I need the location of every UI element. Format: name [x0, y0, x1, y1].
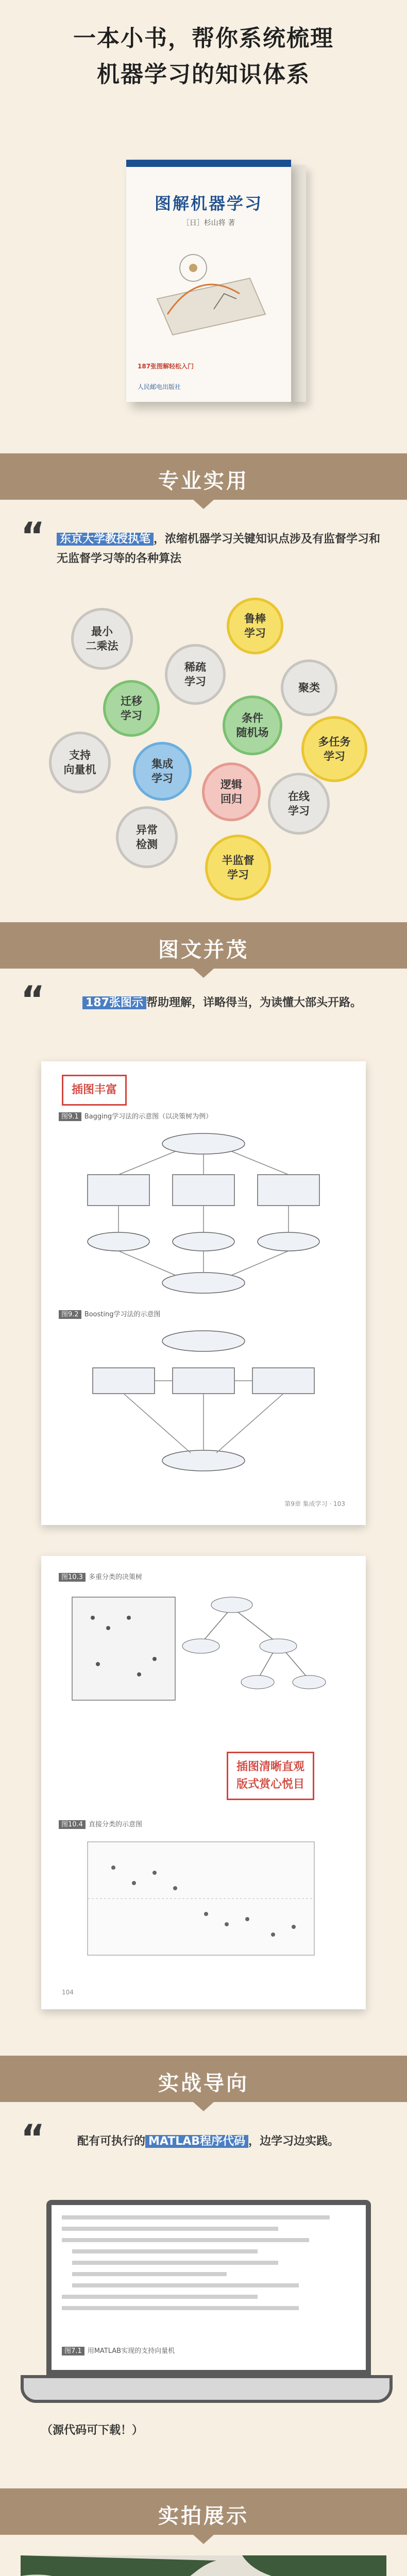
quote-body: 帮助理解，详略得当，为读懂大部头开路。	[146, 996, 362, 1009]
callout-rich-figures: 插图丰富	[62, 1075, 127, 1106]
quote-text	[77, 2132, 366, 2151]
callout-clear-style: 插图清晰直观 版式赏心悦目	[227, 1752, 314, 1800]
quote-illustrated	[21, 978, 386, 1041]
quote-practice	[21, 2116, 386, 2179]
bubble-multitask-learning: 多任务 学习	[301, 716, 367, 782]
section-title: 图文并茂	[158, 938, 249, 962]
quote-mark-icon: “	[21, 978, 45, 1021]
book-cover	[126, 160, 291, 402]
boosting-diagram	[72, 1327, 335, 1481]
section-header-illustrated	[0, 922, 407, 969]
book-title: 图解机器学习	[154, 194, 263, 213]
figure-caption: 图7.1 用MATLAB实现的支持向量机	[62, 2345, 175, 2355]
bubble-online-learning: 在线 学习	[268, 773, 330, 835]
quote-body: 配有可执行的	[77, 2135, 146, 2148]
quote-practical	[21, 514, 386, 587]
bubble-robust-learning: 鲁棒 学习	[227, 598, 283, 654]
quote-text	[57, 530, 386, 569]
book-publisher: 人民邮电出版社	[138, 383, 181, 391]
bubble-crf: 条件 随机场	[223, 696, 282, 755]
source-download-note: （源代码可下载！）	[41, 2424, 144, 2437]
quote-highlight: 187张图示	[82, 996, 146, 1009]
section-title: 实拍展示	[158, 2504, 249, 2528]
quote-body-2: ，边学习边实践。	[248, 2135, 340, 2148]
book-cover-illustration	[147, 237, 270, 350]
bubble-clustering: 聚类	[281, 659, 337, 716]
book-author: ［日］杉山将 著	[182, 219, 235, 227]
section-header-display	[0, 2488, 407, 2535]
page-header	[0, 0, 407, 129]
figure-caption: 图10.4 直接分类的示意图	[59, 1819, 142, 1828]
section-title: 实战导向	[158, 2072, 249, 2095]
quote-highlight: MATLAB程序代码	[145, 2135, 248, 2148]
book-spine	[289, 165, 306, 402]
bubble-svm: 支持 向量机	[49, 732, 111, 793]
quote-mark-icon: “	[21, 2116, 45, 2160]
bubble-transfer-learning: 迁移 学习	[103, 680, 160, 737]
bubble-logistic-regression: 逻辑 回归	[202, 762, 261, 821]
code-listing-illustration	[62, 2215, 350, 2339]
page-footer: 第9章 集成学习 · 103	[284, 1500, 345, 1507]
figure-caption: 图9.2 Boosting学习法的示意图	[59, 1309, 161, 1318]
sample-page-1	[41, 1061, 366, 1525]
book-top-bar	[126, 160, 291, 167]
figure-caption: 图9.1 Bagging学习法的示意图（以决策树为例）	[59, 1111, 212, 1121]
product-photo-1	[21, 2555, 386, 2576]
figure-caption: 图10.3 多重分类的决策树	[59, 1571, 142, 1581]
bubble-ensemble-learning: 集成 学习	[133, 742, 192, 801]
book-red-tagline: 187张图解轻松入门	[138, 363, 194, 370]
quote-text	[82, 993, 371, 1013]
bagging-diagram	[72, 1128, 335, 1298]
page-footer: 104	[62, 1989, 74, 1996]
bubble-least-squares: 最小 二乘法	[71, 608, 133, 670]
section-header-practice	[0, 2056, 407, 2102]
section-title: 专业实用	[158, 469, 249, 493]
scatter-diagram	[72, 1837, 330, 1965]
decision-tree-diagram	[62, 1587, 345, 1721]
sample-page-2	[41, 1556, 366, 2009]
headline-line2: 机器学习的知识体系	[97, 61, 310, 88]
bubble-anomaly-detection: 异常 检测	[116, 806, 178, 868]
laptop-base	[21, 2375, 393, 2403]
bubble-semi-supervised: 半监督 学习	[205, 835, 271, 901]
section-header-practical	[0, 453, 407, 500]
laptop-screen	[46, 2200, 371, 2375]
quote-highlight: 东京大学教授执笔	[57, 533, 154, 546]
hero-book-section	[0, 129, 407, 448]
quote-body: ，浓缩机器学习关键知识点涉及有监督学习和无监督学习等的各种算法	[57, 533, 381, 565]
headline-line1: 一本小书，帮你系统梳理	[73, 25, 334, 52]
bubble-sparse-learning: 稀疏 学习	[165, 644, 226, 705]
quote-mark-icon: “	[21, 514, 45, 557]
